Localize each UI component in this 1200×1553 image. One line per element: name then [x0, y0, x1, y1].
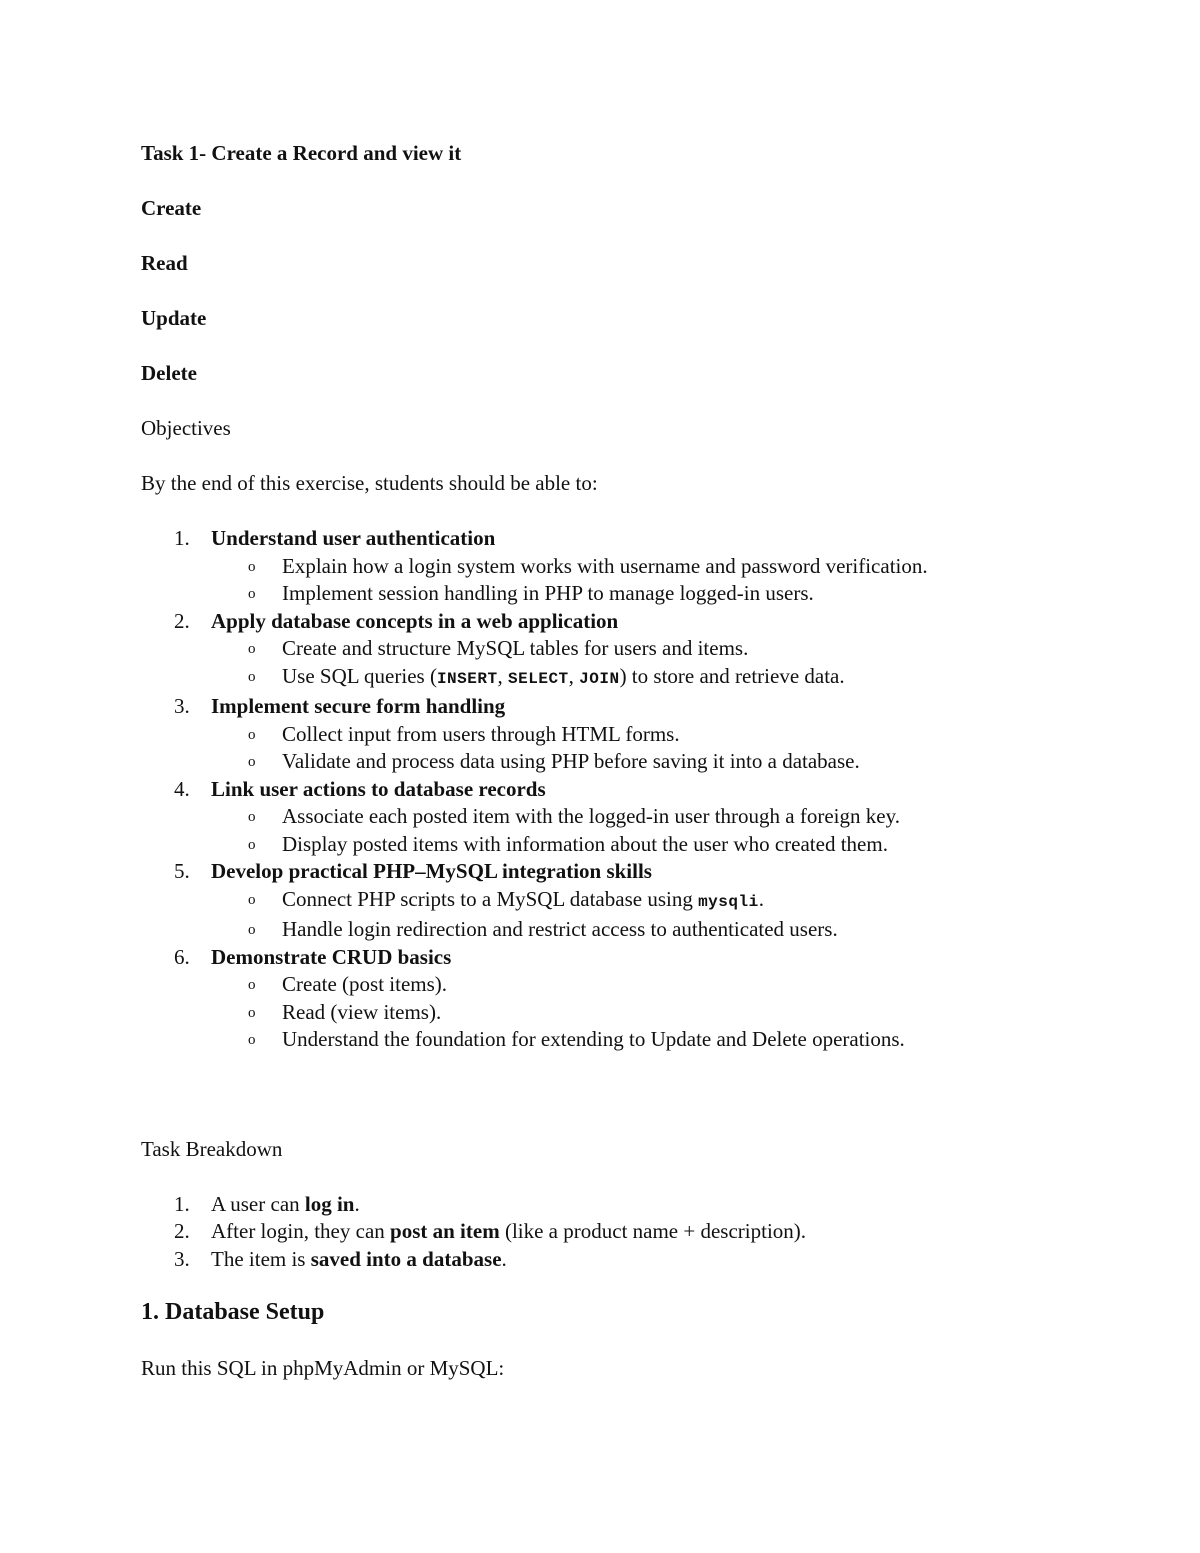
objective-title: Apply database concepts in a web application [211, 608, 619, 633]
objective-item [141, 525, 1101, 608]
circle-bullet-icon: o [248, 977, 256, 993]
bullet-text: Understand the foundation for extending to Update and Delete operations. [282, 1027, 905, 1051]
sql-keyword-insert: INSERT [436, 669, 498, 688]
objective-item [141, 858, 1101, 944]
objective-title: Understand user authentication [211, 526, 496, 550]
circle-bullet-icon: o [248, 1032, 256, 1048]
breakdown-item [141, 1191, 1101, 1219]
list-item [141, 580, 1101, 608]
breakdown-bold: log in [304, 1191, 355, 1216]
objectives-list [141, 525, 1101, 1054]
breakdown-text: . [501, 1246, 507, 1271]
objective-bullets [211, 803, 1101, 858]
list-item [141, 886, 1101, 917]
list-item [141, 553, 1101, 581]
bullet-text: Associate each posted item with the logged-in user through a foreign key. [282, 804, 900, 828]
mysqli-bullet-prefix: Connect PHP scripts to a MySQL database using [282, 886, 699, 911]
bullet-text: Implement session handling in PHP to manage logged-in users. [282, 581, 814, 605]
crud-update: Update [141, 306, 207, 330]
breakdown-list [141, 1191, 1101, 1274]
list-item [141, 748, 1101, 776]
bullet-text: Explain how a login system works with username and password verification. [282, 553, 928, 578]
bullet-text: Display posted items with information about the user who created them. [282, 831, 888, 856]
section-text: Run this SQL in phpMyAdmin or MySQL: [141, 1355, 505, 1380]
objective-bullets [211, 635, 1101, 693]
sql-keyword-select: SELECT [508, 669, 569, 688]
crud-create: Create [141, 196, 202, 220]
objective-item [141, 693, 1101, 776]
circle-bullet-icon: o [248, 668, 256, 685]
list-item [141, 999, 1101, 1027]
breakdown-text: (like a product name + description). [499, 1219, 807, 1243]
breakdown-number: 3. [174, 1246, 190, 1271]
mysqli-bullet-suffix: . [758, 886, 764, 911]
breakdown-bold: post an item [390, 1219, 500, 1243]
sql-separator: , [568, 663, 580, 688]
list-item [141, 916, 1101, 944]
breakdown-number: 2. [174, 1219, 190, 1243]
list-item [141, 1026, 1101, 1054]
bullet-text: Collect input from users through HTML forms. [282, 721, 680, 746]
circle-bullet-icon: o [248, 922, 256, 938]
objectives-intro: By the end of this exercise, students should be able to: [141, 471, 598, 495]
breakdown-bold: saved into a database [310, 1246, 502, 1271]
sql-bullet-prefix: Use SQL queries ( [282, 663, 437, 688]
objective-number: 6. [174, 944, 190, 969]
breakdown-item [141, 1246, 1101, 1274]
breakdown-item [141, 1218, 1101, 1246]
objective-bullets [211, 553, 1101, 608]
list-item [141, 635, 1101, 663]
objective-title: Implement secure form handling [211, 694, 506, 718]
objective-number: 2. [174, 608, 190, 633]
objective-title: Demonstrate CRUD basics [211, 944, 452, 969]
breakdown-text: A user can [211, 1191, 305, 1216]
circle-bullet-icon: o [248, 891, 256, 908]
circle-bullet-icon: o [248, 726, 256, 743]
section-heading: 1. Database Setup [141, 1299, 325, 1325]
sql-separator: , [497, 663, 509, 688]
task-title: Task 1- Create a Record and view it [141, 141, 462, 165]
circle-bullet-icon: o [248, 809, 256, 825]
document-page [141, 140, 1101, 1382]
objective-number: 1. [174, 526, 190, 550]
bullet-text: Handle login redirection and restrict access to authenticated users. [282, 917, 838, 941]
bullet-text: Read (view items). [282, 999, 442, 1024]
circle-bullet-icon: o [248, 586, 256, 602]
list-item [141, 831, 1101, 859]
header-block [141, 140, 1101, 498]
circle-bullet-icon: o [248, 558, 256, 575]
bullet-text: Create and structure MySQL tables for users and items. [282, 636, 749, 660]
objective-number: 4. [174, 776, 190, 801]
breakdown-text: The item is [211, 1246, 311, 1271]
list-item [141, 971, 1101, 999]
objective-item [141, 944, 1101, 1054]
circle-bullet-icon: o [248, 754, 256, 770]
sql-bullet-suffix: ) to store and retrieve data. [619, 663, 845, 688]
breakdown-text: After login, they can [211, 1219, 391, 1243]
objective-item [141, 776, 1101, 859]
objective-title: Link user actions to database records [211, 776, 546, 801]
list-item [141, 803, 1101, 831]
circle-bullet-icon: o [248, 641, 256, 657]
list-item [141, 663, 1101, 694]
breakdown-heading: Task Breakdown [141, 1136, 283, 1161]
crud-read: Read [141, 251, 188, 275]
objective-number: 5. [174, 859, 190, 883]
objective-item [141, 608, 1101, 694]
list-item [141, 721, 1101, 749]
crud-delete: Delete [141, 361, 197, 385]
objective-number: 3. [174, 694, 190, 718]
bullet-text: Validate and process data using PHP before saving it into a database. [282, 749, 860, 773]
circle-bullet-icon: o [248, 1004, 256, 1021]
circle-bullet-icon: o [248, 836, 256, 853]
objectives-heading: Objectives [141, 416, 231, 440]
mysqli-code: mysqli [698, 892, 759, 911]
breakdown-number: 1. [174, 1191, 190, 1216]
bullet-text: Create (post items). [282, 972, 448, 996]
objective-bullets [211, 971, 1101, 1054]
objective-title: Develop practical PHP–MySQL integration skills [211, 859, 652, 883]
objective-bullets [211, 721, 1101, 776]
sql-keyword-join: JOIN [579, 669, 620, 688]
breakdown-text: . [354, 1191, 360, 1216]
objective-bullets [211, 886, 1101, 944]
